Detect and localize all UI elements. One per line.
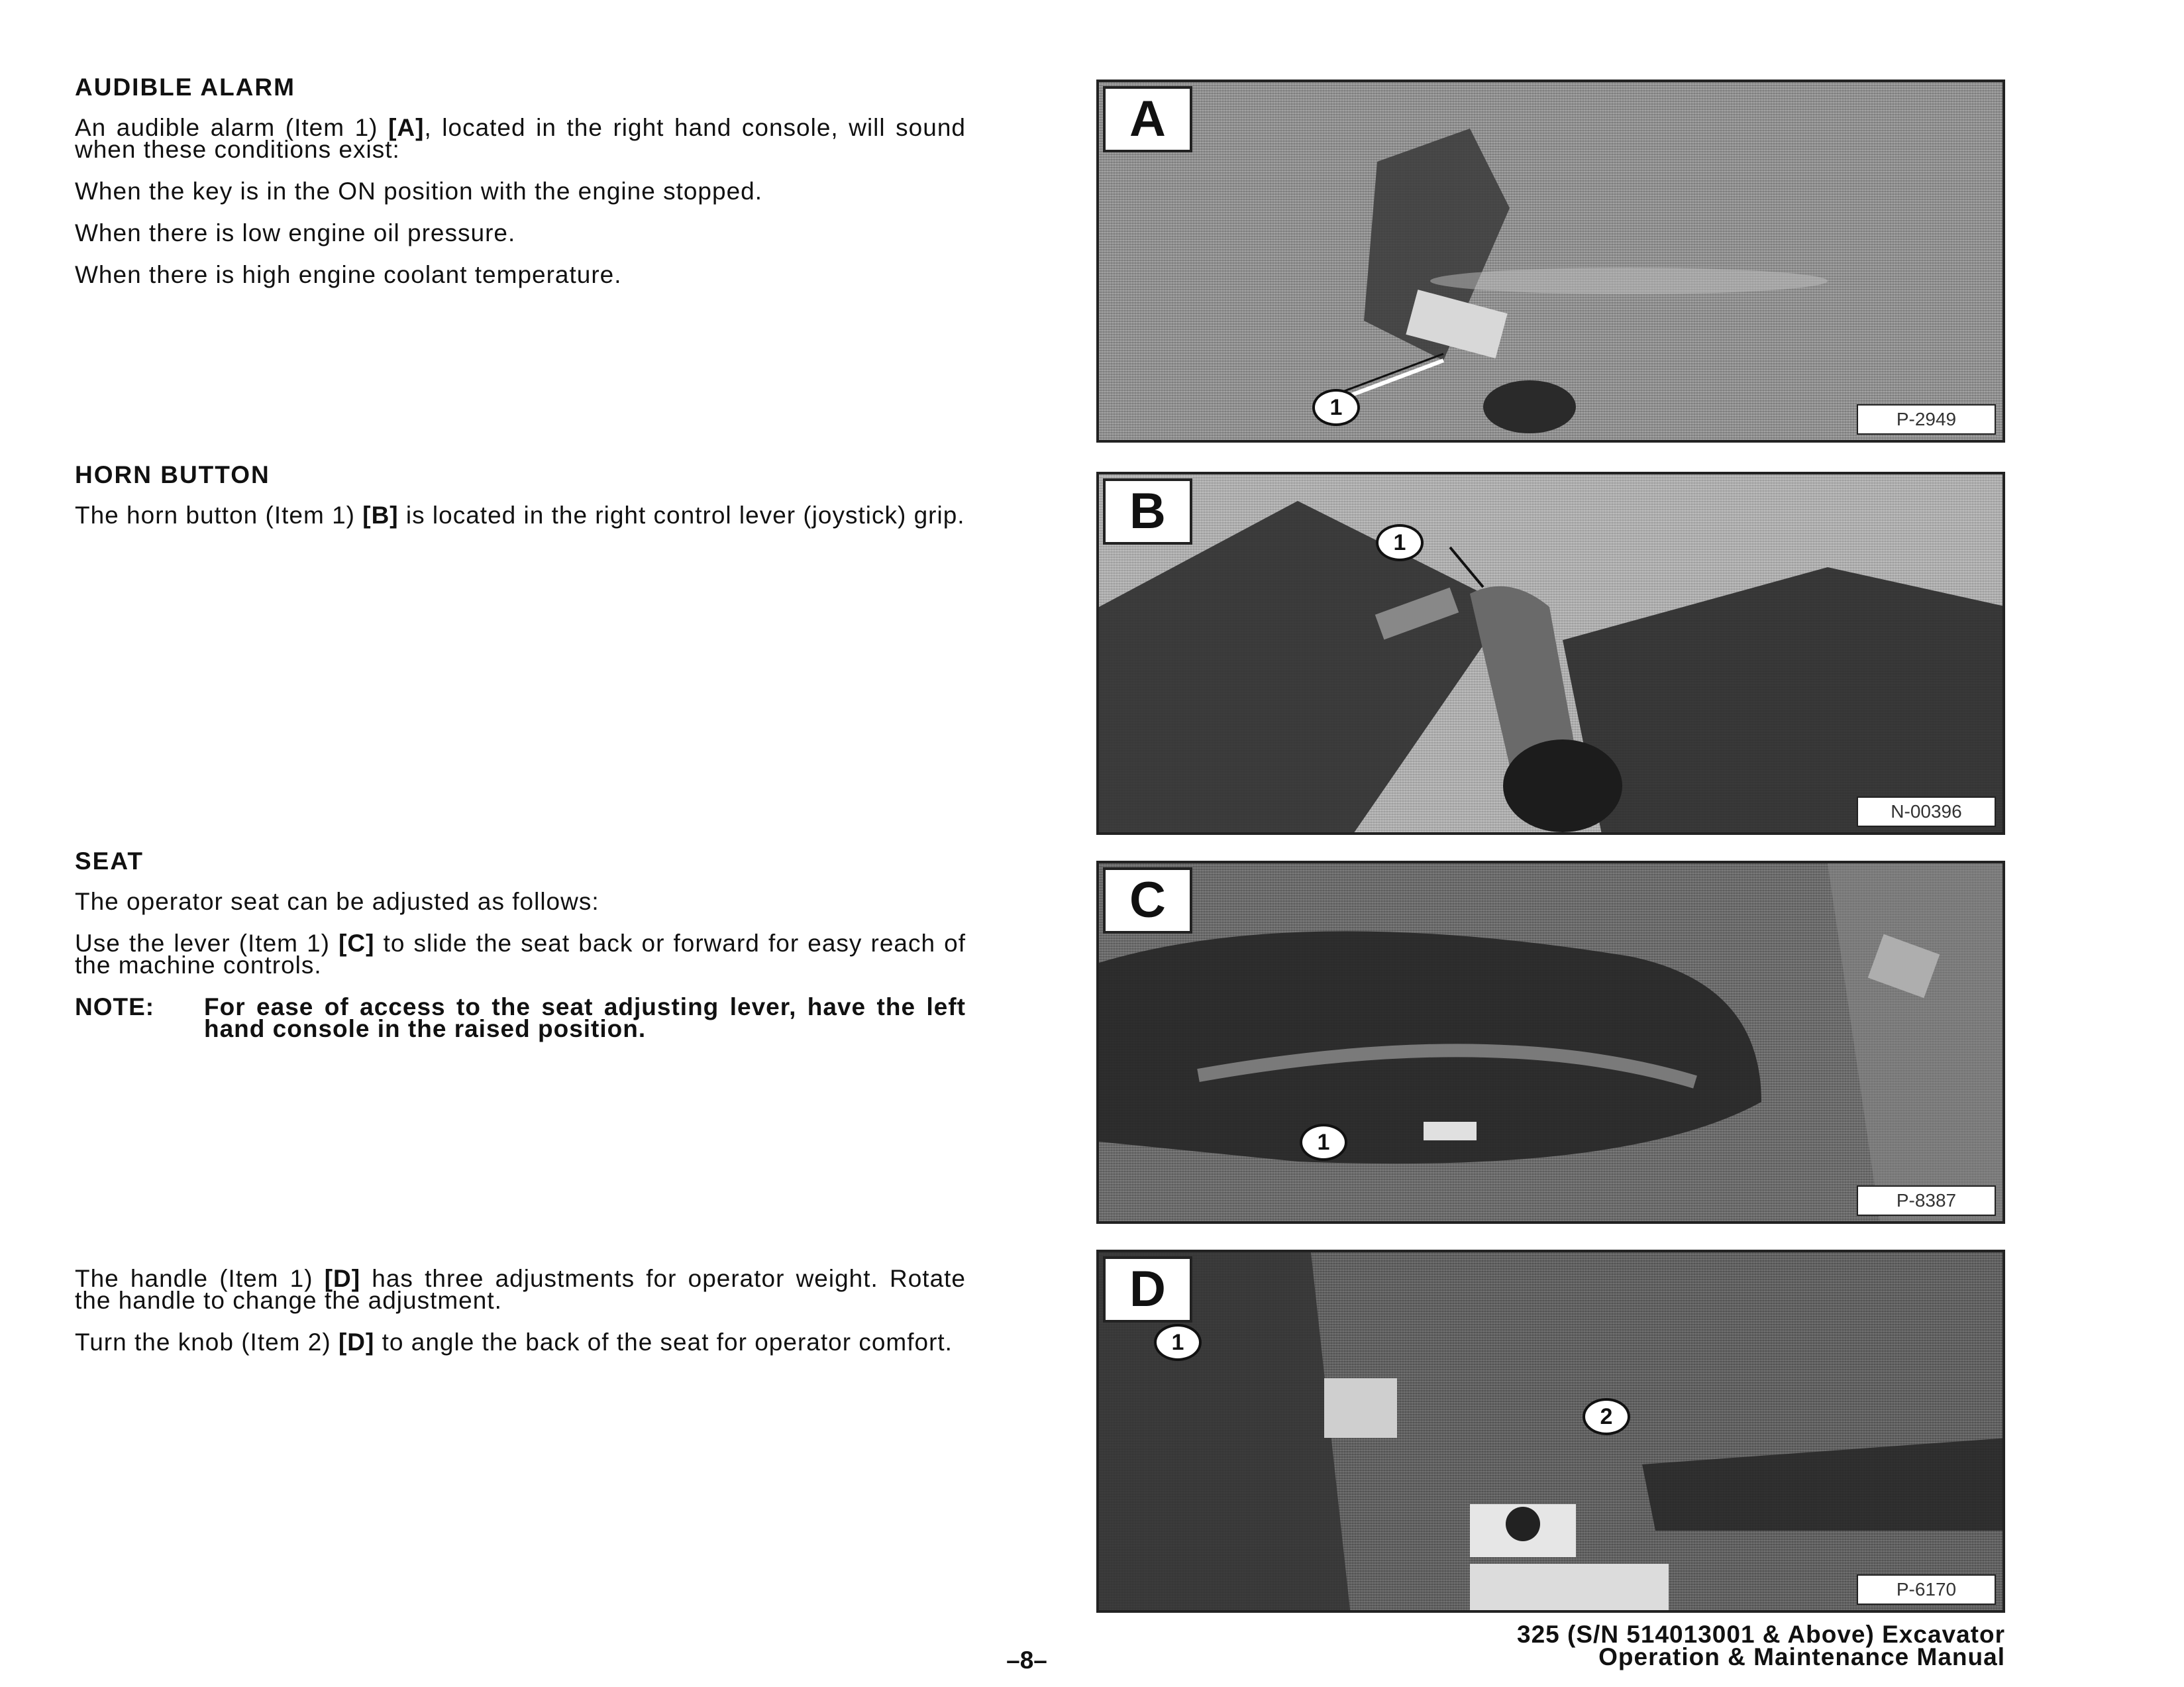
figure-d-callout-1: 1	[1154, 1324, 1202, 1361]
section-seat-continued	[75, 1265, 966, 1373]
figure-d-callout-2: 2	[1583, 1398, 1630, 1435]
figure-b	[1096, 472, 2005, 835]
manual-title-line-2: Operation & Maintenance Manual	[1598, 1643, 2005, 1670]
figure-a-letter: A	[1103, 86, 1192, 152]
figure-b-code: N-00396	[1857, 796, 1996, 827]
figure-d-letter: D	[1103, 1256, 1192, 1323]
figure-b-photo	[1099, 474, 2005, 835]
section-seat	[75, 847, 966, 1040]
figure-a-code: P-2949	[1857, 404, 1996, 435]
figure-a-photo	[1099, 82, 2005, 443]
figure-d-photo	[1099, 1252, 2005, 1613]
alarm-condition-2: When there is low engine oil pressure.	[75, 219, 516, 246]
figure-b-callout-1: 1	[1376, 524, 1424, 561]
alarm-intro: An audible alarm (Item 1) [A], located in the right hand console, will sound when these conditions exist:	[75, 114, 966, 163]
seat-knob-text: Turn the knob (Item 2) [D] to angle the back of the seat for operator comfort.	[75, 1329, 953, 1356]
page-number: –8–	[1006, 1647, 1047, 1674]
figure-a-callout-1: 1	[1312, 389, 1360, 426]
note-text: For ease of access to the seat adjusting lever, have the left hand console in the raised position.	[204, 993, 966, 1042]
figure-a	[1096, 80, 2005, 443]
horn-text: The horn button (Item 1) [B] is located in the right control lever (joystick) grip.	[75, 502, 965, 529]
figure-c-code: P-8387	[1857, 1185, 1996, 1216]
alarm-condition-1: When the key is in the ON position with the engine stopped.	[75, 178, 763, 205]
figure-d	[1096, 1250, 2005, 1613]
figure-d-code: P-6170	[1857, 1574, 1996, 1605]
heading-audible-alarm: AUDIBLE ALARM	[75, 74, 295, 101]
figure-c	[1096, 861, 2005, 1224]
seat-handle-text: The handle (Item 1) [D] has three adjustments for operator weight. Rotate the handle to change the adjustment.	[75, 1265, 966, 1314]
seat-lever-text: Use the lever (Item 1) [C] to slide the seat back or forward for easy reach of the machine controls.	[75, 930, 966, 979]
section-horn-button	[75, 461, 966, 546]
alarm-condition-3: When there is high engine coolant temperature.	[75, 261, 622, 288]
seat-intro: The operator seat can be adjusted as follows:	[75, 888, 599, 915]
figure-c-photo	[1099, 863, 2005, 1224]
note-label: NOTE:	[75, 993, 155, 1020]
section-audible-alarm	[75, 73, 966, 305]
figure-c-letter: C	[1103, 867, 1192, 934]
manual-title	[1210, 1623, 2005, 1668]
figure-c-callout-1: 1	[1300, 1124, 1347, 1161]
seat-note	[75, 993, 966, 1042]
heading-seat: SEAT	[75, 847, 144, 875]
figure-b-letter: B	[1103, 478, 1192, 545]
manual-title-line-1: 325 (S/N 514013001 & Above) Excavator	[1517, 1621, 2005, 1648]
heading-horn-button: HORN BUTTON	[75, 461, 270, 488]
